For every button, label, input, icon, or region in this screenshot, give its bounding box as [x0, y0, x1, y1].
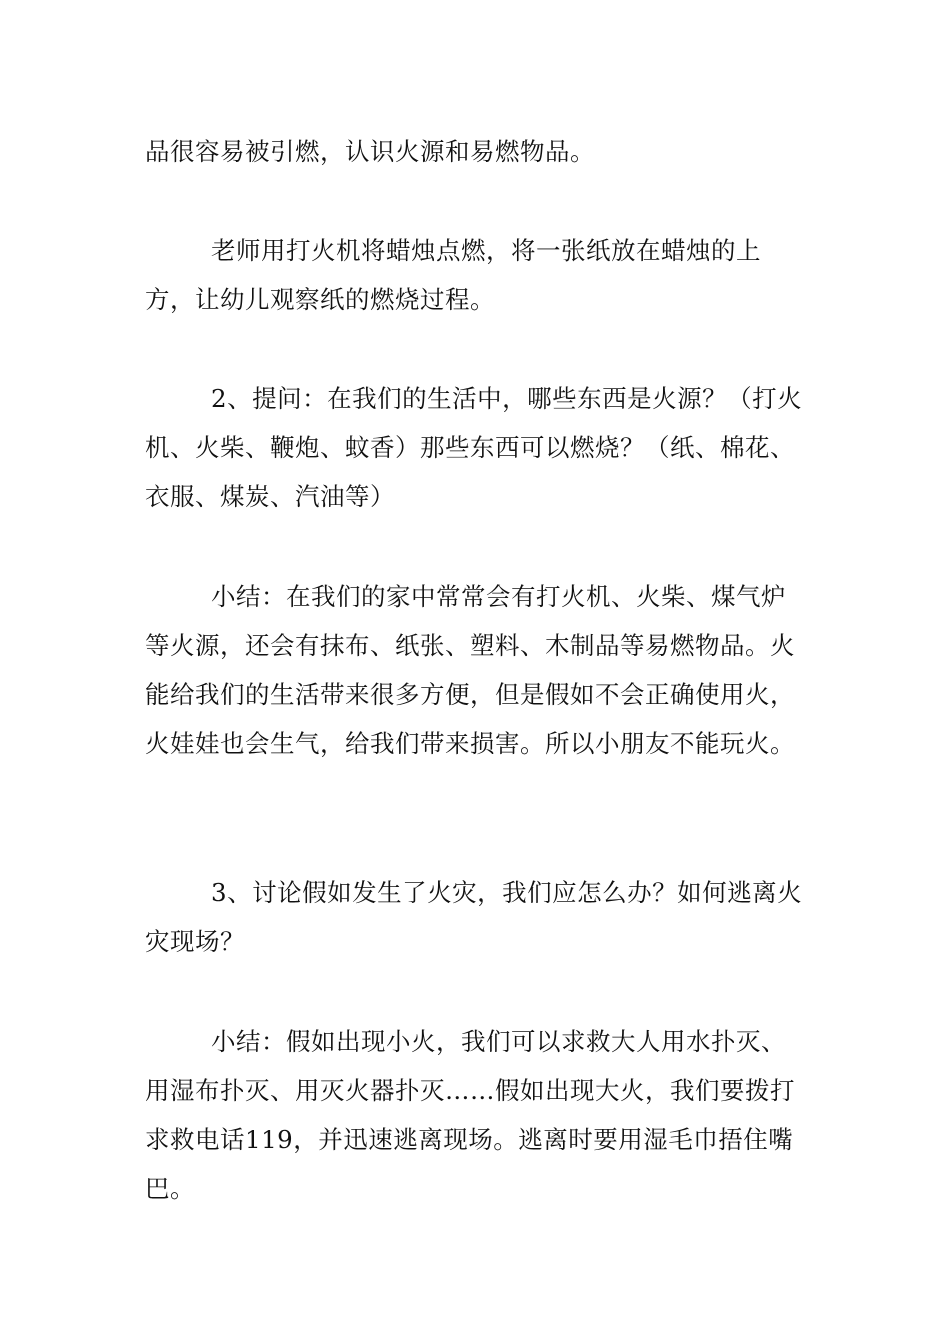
paragraph-teacher-demo: 老师用打火机将蜡烛点燃，将一张纸放在蜡烛的上方，让幼儿观察纸的燃烧过程。 — [145, 236, 761, 314]
paragraph-summary-2: 小结：假如出现小火，我们可以求救大人用水扑灭、用湿布扑灭、用灭火器扑灭……假如出现大火，我们要拨打求救电话119，并迅速逃离现场。逃离时要用湿毛巾捂住嘴巴。 — [145, 1027, 795, 1203]
paragraph-question-2: 2、提问：在我们的生活中，哪些东西是火源？（打火机、火柴、鞭炮、蚊香）那些东西可以燃烧？（纸、棉花、衣服、煤炭、汽油等） — [145, 384, 803, 511]
paragraph-continuation: 品很容易被引燃，认识火源和易燃物品。 — [145, 137, 595, 166]
paragraph-discussion-3: 3、讨论假如发生了火灾，我们应怎么办？如何逃离火灾现场？ — [145, 878, 803, 956]
paragraph-summary-1: 小结：在我们的家中常常会有打火机、火柴、煤气炉等火源，还会有抹布、纸张、塑料、木制品等易燃物品。火能给我们的生活带来很多方便，但是假如不会正确使用火，火娃娃也会生气，给我们带来损害。所以小朋友不能玩火。 — [145, 582, 795, 758]
